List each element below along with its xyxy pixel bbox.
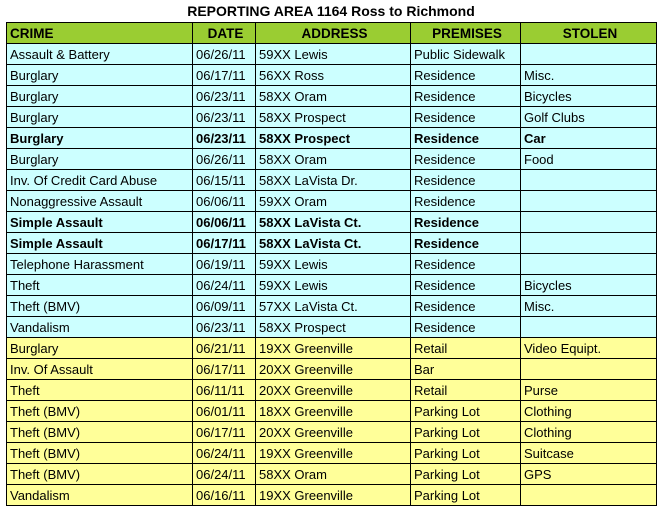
cell-date: 06/23/11 bbox=[193, 128, 256, 149]
cell-crime: Vandalism bbox=[7, 485, 193, 506]
table-row bbox=[7, 254, 657, 275]
cell-date: 06/11/11 bbox=[193, 380, 256, 401]
cell-premises: Parking Lot bbox=[411, 485, 521, 506]
cell-premises: Residence bbox=[411, 86, 521, 107]
cell-crime: Nonaggressive Assault bbox=[7, 191, 193, 212]
cell-stolen: Bicycles bbox=[521, 86, 657, 107]
cell-premises: Parking Lot bbox=[411, 401, 521, 422]
cell-address: 59XX Lewis bbox=[256, 254, 411, 275]
cell-stolen bbox=[521, 359, 657, 380]
cell-stolen bbox=[521, 485, 657, 506]
cell-address: 58XX Prospect bbox=[256, 317, 411, 338]
table-row bbox=[7, 275, 657, 296]
cell-date: 06/09/11 bbox=[193, 296, 256, 317]
cell-crime: Simple Assault bbox=[7, 233, 193, 254]
cell-address: 56XX Ross bbox=[256, 65, 411, 86]
cell-crime: Theft (BMV) bbox=[7, 443, 193, 464]
cell-date: 06/17/11 bbox=[193, 422, 256, 443]
table-row bbox=[7, 485, 657, 506]
table-row bbox=[7, 464, 657, 485]
crime-table bbox=[6, 22, 657, 506]
cell-crime: Telephone Harassment bbox=[7, 254, 193, 275]
column-header-crime: CRIME bbox=[7, 23, 193, 44]
cell-address: 59XX Lewis bbox=[256, 44, 411, 65]
page-title: REPORTING AREA 1164 Ross to Richmond bbox=[187, 3, 475, 19]
cell-address: 18XX Greenville bbox=[256, 401, 411, 422]
cell-date: 06/06/11 bbox=[193, 212, 256, 233]
cell-date: 06/19/11 bbox=[193, 254, 256, 275]
cell-date: 06/17/11 bbox=[193, 65, 256, 86]
cell-premises: Retail bbox=[411, 338, 521, 359]
cell-premises: Residence bbox=[411, 233, 521, 254]
cell-premises: Residence bbox=[411, 149, 521, 170]
cell-address: 20XX Greenville bbox=[256, 422, 411, 443]
cell-address: 58XX Oram bbox=[256, 86, 411, 107]
cell-stolen: Misc. bbox=[521, 65, 657, 86]
cell-premises: Residence bbox=[411, 65, 521, 86]
cell-stolen bbox=[521, 317, 657, 338]
cell-stolen: Misc. bbox=[521, 296, 657, 317]
cell-date: 06/06/11 bbox=[193, 191, 256, 212]
cell-premises: Residence bbox=[411, 191, 521, 212]
cell-stolen: Video Equipt. bbox=[521, 338, 657, 359]
table-row bbox=[7, 128, 657, 149]
cell-address: 58XX Oram bbox=[256, 149, 411, 170]
table-row bbox=[7, 191, 657, 212]
cell-date: 06/24/11 bbox=[193, 464, 256, 485]
cell-crime: Theft (BMV) bbox=[7, 401, 193, 422]
cell-premises: Parking Lot bbox=[411, 464, 521, 485]
cell-address: 19XX Greenville bbox=[256, 485, 411, 506]
cell-date: 06/23/11 bbox=[193, 86, 256, 107]
cell-stolen: Bicycles bbox=[521, 275, 657, 296]
cell-address: 19XX Greenville bbox=[256, 338, 411, 359]
column-header-premises: PREMISES bbox=[411, 23, 521, 44]
cell-date: 06/23/11 bbox=[193, 107, 256, 128]
table-row bbox=[7, 65, 657, 86]
cell-address: 59XX Lewis bbox=[256, 275, 411, 296]
cell-crime: Inv. Of Credit Card Abuse bbox=[7, 170, 193, 191]
cell-stolen: Suitcase bbox=[521, 443, 657, 464]
cell-stolen: Purse bbox=[521, 380, 657, 401]
cell-date: 06/17/11 bbox=[193, 359, 256, 380]
cell-address: 59XX Oram bbox=[256, 191, 411, 212]
cell-date: 06/01/11 bbox=[193, 401, 256, 422]
table-row bbox=[7, 149, 657, 170]
cell-crime: Vandalism bbox=[7, 317, 193, 338]
cell-address: 58XX LaVista Ct. bbox=[256, 212, 411, 233]
cell-address: 58XX Oram bbox=[256, 464, 411, 485]
cell-stolen: GPS bbox=[521, 464, 657, 485]
cell-date: 06/16/11 bbox=[193, 485, 256, 506]
column-header-address: ADDRESS bbox=[256, 23, 411, 44]
table-row bbox=[7, 338, 657, 359]
cell-date: 06/24/11 bbox=[193, 443, 256, 464]
header-row bbox=[7, 23, 657, 44]
cell-crime: Burglary bbox=[7, 86, 193, 107]
table-row bbox=[7, 443, 657, 464]
cell-stolen: Car bbox=[521, 128, 657, 149]
cell-date: 06/23/11 bbox=[193, 317, 256, 338]
cell-premises: Parking Lot bbox=[411, 443, 521, 464]
cell-premises: Parking Lot bbox=[411, 422, 521, 443]
cell-address: 58XX LaVista Dr. bbox=[256, 170, 411, 191]
cell-stolen bbox=[521, 254, 657, 275]
table-row bbox=[7, 233, 657, 254]
cell-stolen: Clothing bbox=[521, 401, 657, 422]
cell-stolen bbox=[521, 191, 657, 212]
table-row bbox=[7, 296, 657, 317]
cell-premises: Residence bbox=[411, 275, 521, 296]
cell-date: 06/26/11 bbox=[193, 149, 256, 170]
cell-date: 06/21/11 bbox=[193, 338, 256, 359]
cell-premises: Residence bbox=[411, 254, 521, 275]
table-row bbox=[7, 212, 657, 233]
cell-date: 06/15/11 bbox=[193, 170, 256, 191]
cell-premises: Bar bbox=[411, 359, 521, 380]
cell-stolen bbox=[521, 44, 657, 65]
cell-stolen: Clothing bbox=[521, 422, 657, 443]
cell-address: 58XX LaVista Ct. bbox=[256, 233, 411, 254]
cell-premises: Residence bbox=[411, 212, 521, 233]
cell-premises: Residence bbox=[411, 317, 521, 338]
cell-premises: Residence bbox=[411, 170, 521, 191]
cell-address: 58XX Prospect bbox=[256, 107, 411, 128]
cell-date: 06/24/11 bbox=[193, 275, 256, 296]
cell-crime: Burglary bbox=[7, 128, 193, 149]
column-header-date: DATE bbox=[193, 23, 256, 44]
cell-crime: Theft bbox=[7, 275, 193, 296]
cell-premises: Residence bbox=[411, 296, 521, 317]
cell-address: 19XX Greenville bbox=[256, 443, 411, 464]
cell-address: 58XX Prospect bbox=[256, 128, 411, 149]
cell-date: 06/26/11 bbox=[193, 44, 256, 65]
cell-premises: Residence bbox=[411, 107, 521, 128]
cell-premises: Residence bbox=[411, 128, 521, 149]
table-row bbox=[7, 359, 657, 380]
cell-address: 20XX Greenville bbox=[256, 380, 411, 401]
cell-crime: Theft (BMV) bbox=[7, 422, 193, 443]
cell-address: 20XX Greenville bbox=[256, 359, 411, 380]
table-row bbox=[7, 401, 657, 422]
cell-stolen bbox=[521, 170, 657, 191]
cell-crime: Theft (BMV) bbox=[7, 296, 193, 317]
cell-premises: Retail bbox=[411, 380, 521, 401]
cell-crime: Burglary bbox=[7, 338, 193, 359]
cell-date: 06/17/11 bbox=[193, 233, 256, 254]
table-row bbox=[7, 380, 657, 401]
cell-stolen: Food bbox=[521, 149, 657, 170]
cell-crime: Burglary bbox=[7, 65, 193, 86]
cell-address: 57XX LaVista Ct. bbox=[256, 296, 411, 317]
cell-crime: Burglary bbox=[7, 107, 193, 128]
cell-stolen: Golf Clubs bbox=[521, 107, 657, 128]
cell-crime: Theft (BMV) bbox=[7, 464, 193, 485]
cell-crime: Assault & Battery bbox=[7, 44, 193, 65]
cell-crime: Burglary bbox=[7, 149, 193, 170]
table-row bbox=[7, 107, 657, 128]
table-row bbox=[7, 317, 657, 338]
table-row bbox=[7, 422, 657, 443]
cell-crime: Simple Assault bbox=[7, 212, 193, 233]
cell-crime: Theft bbox=[7, 380, 193, 401]
table-row bbox=[7, 86, 657, 107]
table-row bbox=[7, 44, 657, 65]
table-row bbox=[7, 170, 657, 191]
cell-stolen bbox=[521, 233, 657, 254]
cell-premises: Public Sidewalk bbox=[411, 44, 521, 65]
cell-crime: Inv. Of Assault bbox=[7, 359, 193, 380]
column-header-stolen: STOLEN bbox=[521, 23, 657, 44]
cell-stolen bbox=[521, 212, 657, 233]
